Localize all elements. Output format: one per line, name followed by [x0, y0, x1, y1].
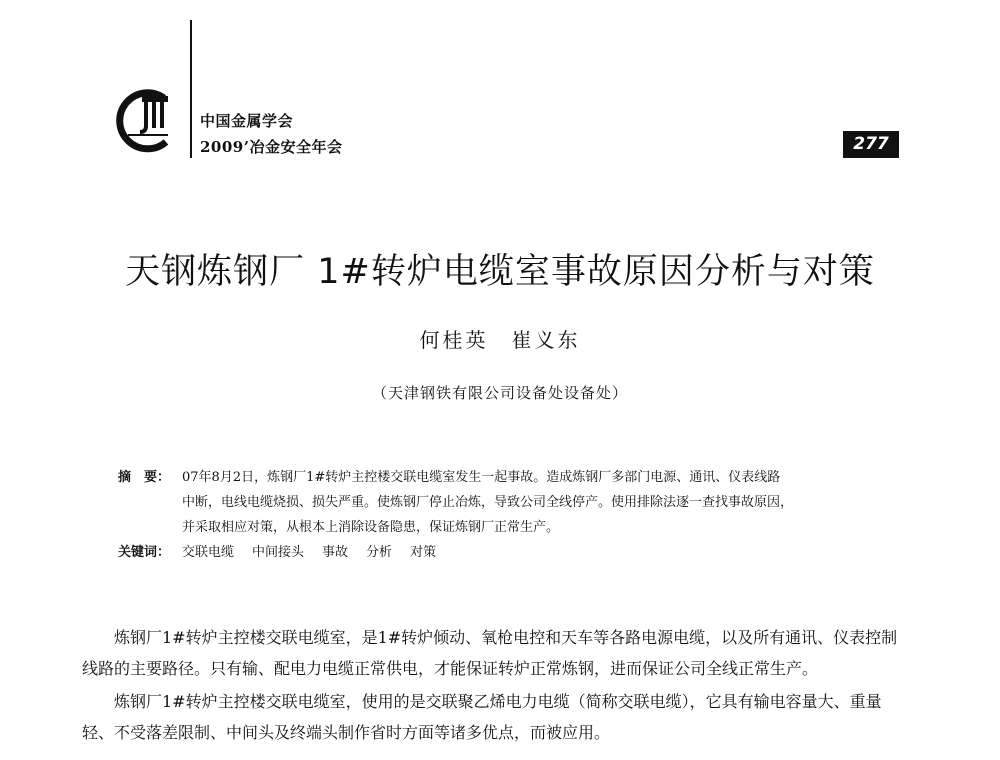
abstract-text: 07年8月2日，炼钢厂1#转炉主控楼交联电缆室发生一起事故。造成炼钢厂多部门电源、通讯、仪表线路 [182, 470, 781, 485]
keyword: 中间接头 [252, 545, 305, 560]
body-paragraph: 炼钢厂1#转炉主控楼交联电缆室，是1#转炉倾动、氧枪电控和天车等各路电源电缆，以及所有通讯、仪表控制线路的主要路径。只有输、配电力电缆正常供电，才能保证转炉正常炼钢，进而保证公司全线正常生产。 [82, 628, 898, 678]
header-divider [190, 20, 192, 158]
org-name: 中国金属学会 [200, 112, 294, 130]
keyword: 分析 [366, 545, 393, 560]
paper-title: 天钢炼钢厂 1#转炉电缆室事故原因分析与对策 [125, 252, 875, 292]
body-text [82, 622, 912, 750]
keyword: 对策 [410, 545, 437, 560]
keywords-line [118, 540, 898, 565]
abstract-line [118, 515, 898, 540]
page-number: 277 [843, 131, 899, 158]
keyword: 交联电缆 [182, 545, 235, 560]
affiliation: （天津钢铁有限公司设备处设备处） [371, 384, 628, 402]
body-paragraph: 炼钢厂1#转炉主控楼交联电缆室，使用的是交联聚乙烯电力电缆（简称交联电缆），它具有输电容量大、重量轻、不受落差限制、中间头及终端头制作省时方面等诸多优点，而被应用。 [82, 692, 882, 742]
abstract-line [118, 490, 898, 515]
society-logo [112, 86, 182, 156]
abstract-line [118, 465, 898, 490]
keyword: 事故 [322, 545, 349, 560]
abstract-text: 中断，电线电缆烧损、损失严重。使炼钢厂停止冶炼，导致公司全线停产。使用排除法逐一查找事故原因， [182, 495, 794, 510]
abstract-label: 摘 要： [118, 470, 171, 485]
authors: 何桂英 崔义东 [419, 328, 581, 352]
keywords-label: 关键词： [118, 545, 171, 560]
abstract-block [118, 465, 898, 565]
conference-name: 2009’冶金安全年会 [200, 138, 343, 156]
abstract-text: 并采取相应对策，从根本上消除设备隐患，保证炼钢厂正常生产。 [182, 520, 560, 535]
conference-info [200, 108, 342, 160]
